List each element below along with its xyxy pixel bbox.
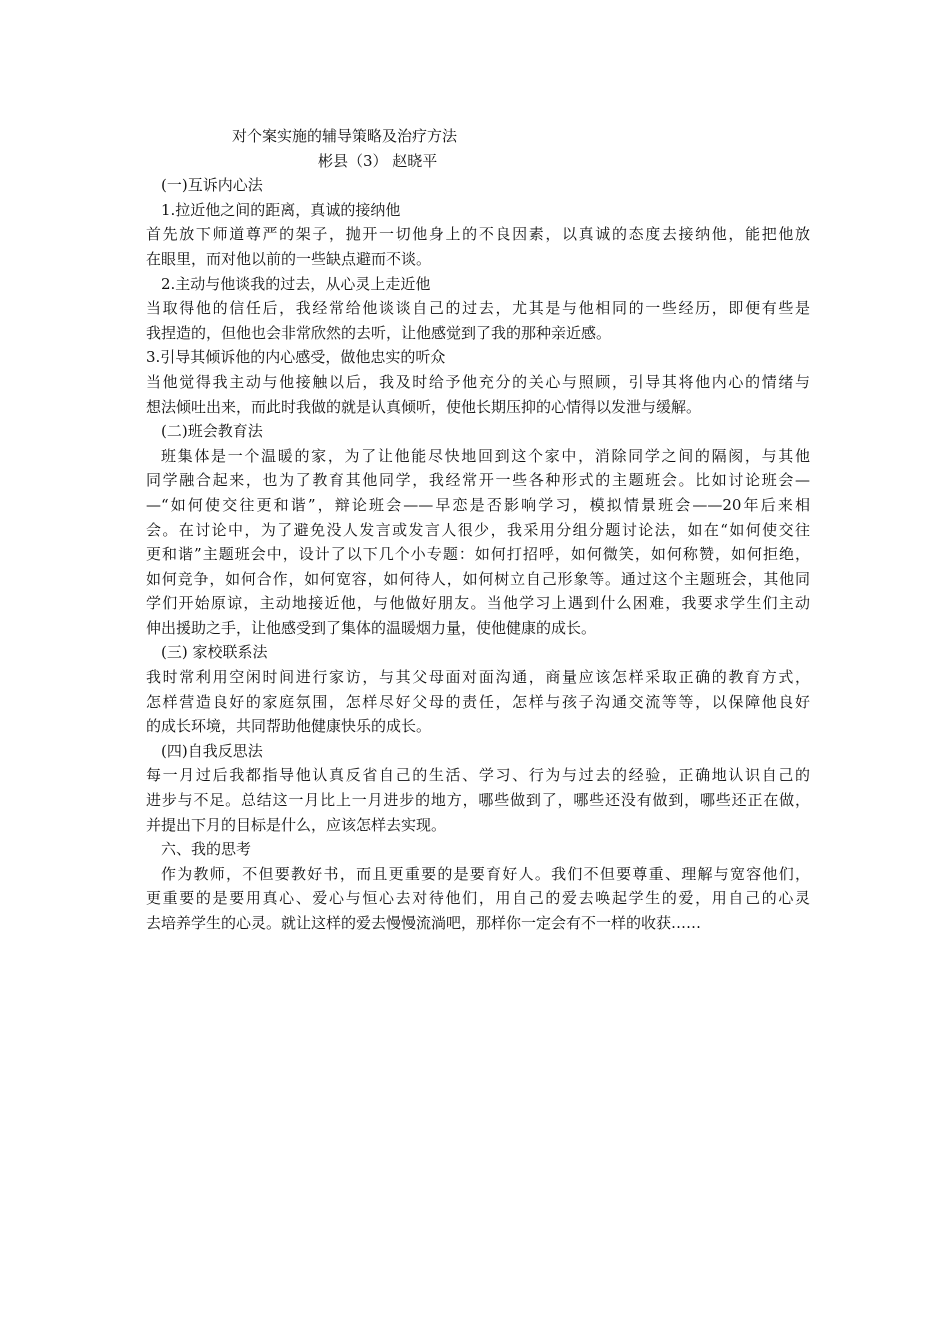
paragraph-line: —“如何使交往更和谐”，辩论班会——早恋是否影响学习，模拟情景班会——20年后来相: [146, 495, 810, 514]
section-heading: (四)自我反思法: [161, 741, 263, 760]
paragraph-line: 学们开始原谅，主动地接近他，与他做好朋友。当他学习上遇到什么困难，我要求学生们主动: [146, 594, 810, 613]
paragraph-line: 在眼里，而对他以前的一些缺点避而不谈。: [146, 249, 432, 268]
paragraph-line: 班集体是一个温暖的家，为了让他能尽快地回到这个家中，消除同学之间的隔阂，与其他: [161, 446, 810, 465]
paragraph-line: 如何竞争，如何合作，如何宽容，如何待人，如何树立自己形象等。通过这个主题班会，其他同: [146, 569, 810, 588]
paragraph-line: 并提出下月的目标是什么，应该怎样去实现。: [146, 815, 447, 834]
paragraph-line: 更和谐”主题班会中，设计了以下几个小专题：如何打招呼，如何微笑，如何称赞，如何拒绝，: [146, 545, 810, 564]
paragraph-line: 伸出援助之手，让他感受到了集体的温暖烟力量，使他健康的成长。: [146, 618, 597, 637]
paragraph-line: 想法倾吐出来，而此时我做的就是认真倾听，使他长期压抑的心情得以发泄与缓解。: [146, 397, 702, 416]
paragraph-line: 我时常利用空闲时间进行家访，与其父母面对面沟通，商量应该怎样采取正确的教育方式，: [146, 668, 810, 687]
paragraph-line: 每一月过后我都指导他认真反省自己的生活、学习、行为与过去的经验，正确地认识自己的: [146, 766, 810, 785]
paragraph-line: 会。在讨论中，为了避免没人发言或发言人很少，我采用分组分题讨论法，如在“如何使交往: [146, 520, 810, 539]
paragraph-line: 我捏造的，但他也会非常欣然的去听，让他感觉到了我的那种亲近感。: [146, 323, 612, 342]
paragraph-line: 进步与不足。总结这一月比上一月进步的地方，哪些做到了，哪些还没有做到，哪些还正在做，: [146, 791, 810, 810]
paragraph-line: 去培养学生的心灵。就让这样的爱去慢慢流淌吧，那样你一定会有不一样的收获……: [146, 914, 702, 932]
paragraph-line: 怎样营造良好的家庭氛围，怎样尽好父母的责任，怎样与孩子沟通交流等等，以保障他良好: [146, 692, 810, 711]
paragraph-line: 首先放下师道尊严的架子，抛开一切他身上的不良因素，以真诚的态度去接纳他，能把他放: [146, 225, 810, 244]
document-title: 对个案实施的辅导策略及治疗方法: [232, 127, 458, 145]
section-heading: (二)班会教育法: [161, 422, 263, 441]
paragraph-line: 同学融合起来，也为了教育其他同学，我经常开一些各种形式的主题班会。比如讨论班会—: [146, 471, 810, 490]
paragraph-line: 更重要的是要用真心、爱心与恒心去对待他们，用自己的爱去唤起学生的爱，用自己的心灵: [146, 889, 810, 908]
document-author: 彬县（3） 赵晓平: [318, 151, 438, 170]
section-heading: 六、我的思考: [161, 840, 252, 859]
section-heading: (一)互诉内心法: [161, 176, 263, 195]
paragraph-line: 当取得他的信任后，我经常给他谈谈自己的过去，尤其是与他相同的一些经历，即便有些是: [146, 299, 810, 318]
section-heading: (三) 家校联系法: [161, 643, 268, 662]
subsection-heading: 3.引导其倾诉他的内心感受，做他忠实的听众: [146, 348, 446, 367]
document-body: [146, 124, 810, 936]
subsection-heading: 1.拉近他之间的距离，真诚的接纳他: [161, 200, 401, 219]
subsection-heading: 2.主动与他谈我的过去，从心灵上走近他: [161, 274, 431, 293]
paragraph-line: 的成长环境，共同帮助他健康快乐的成长。: [146, 717, 432, 736]
paragraph-line: 当他觉得我主动与他接触以后，我及时给予他充分的关心与照顾，引导其将他内心的情绪与: [146, 372, 810, 391]
paragraph-line: 作为教师，不但要教好书，而且更重要的是要育好人。我们不但要尊重、理解与宽容他们，: [161, 864, 810, 883]
